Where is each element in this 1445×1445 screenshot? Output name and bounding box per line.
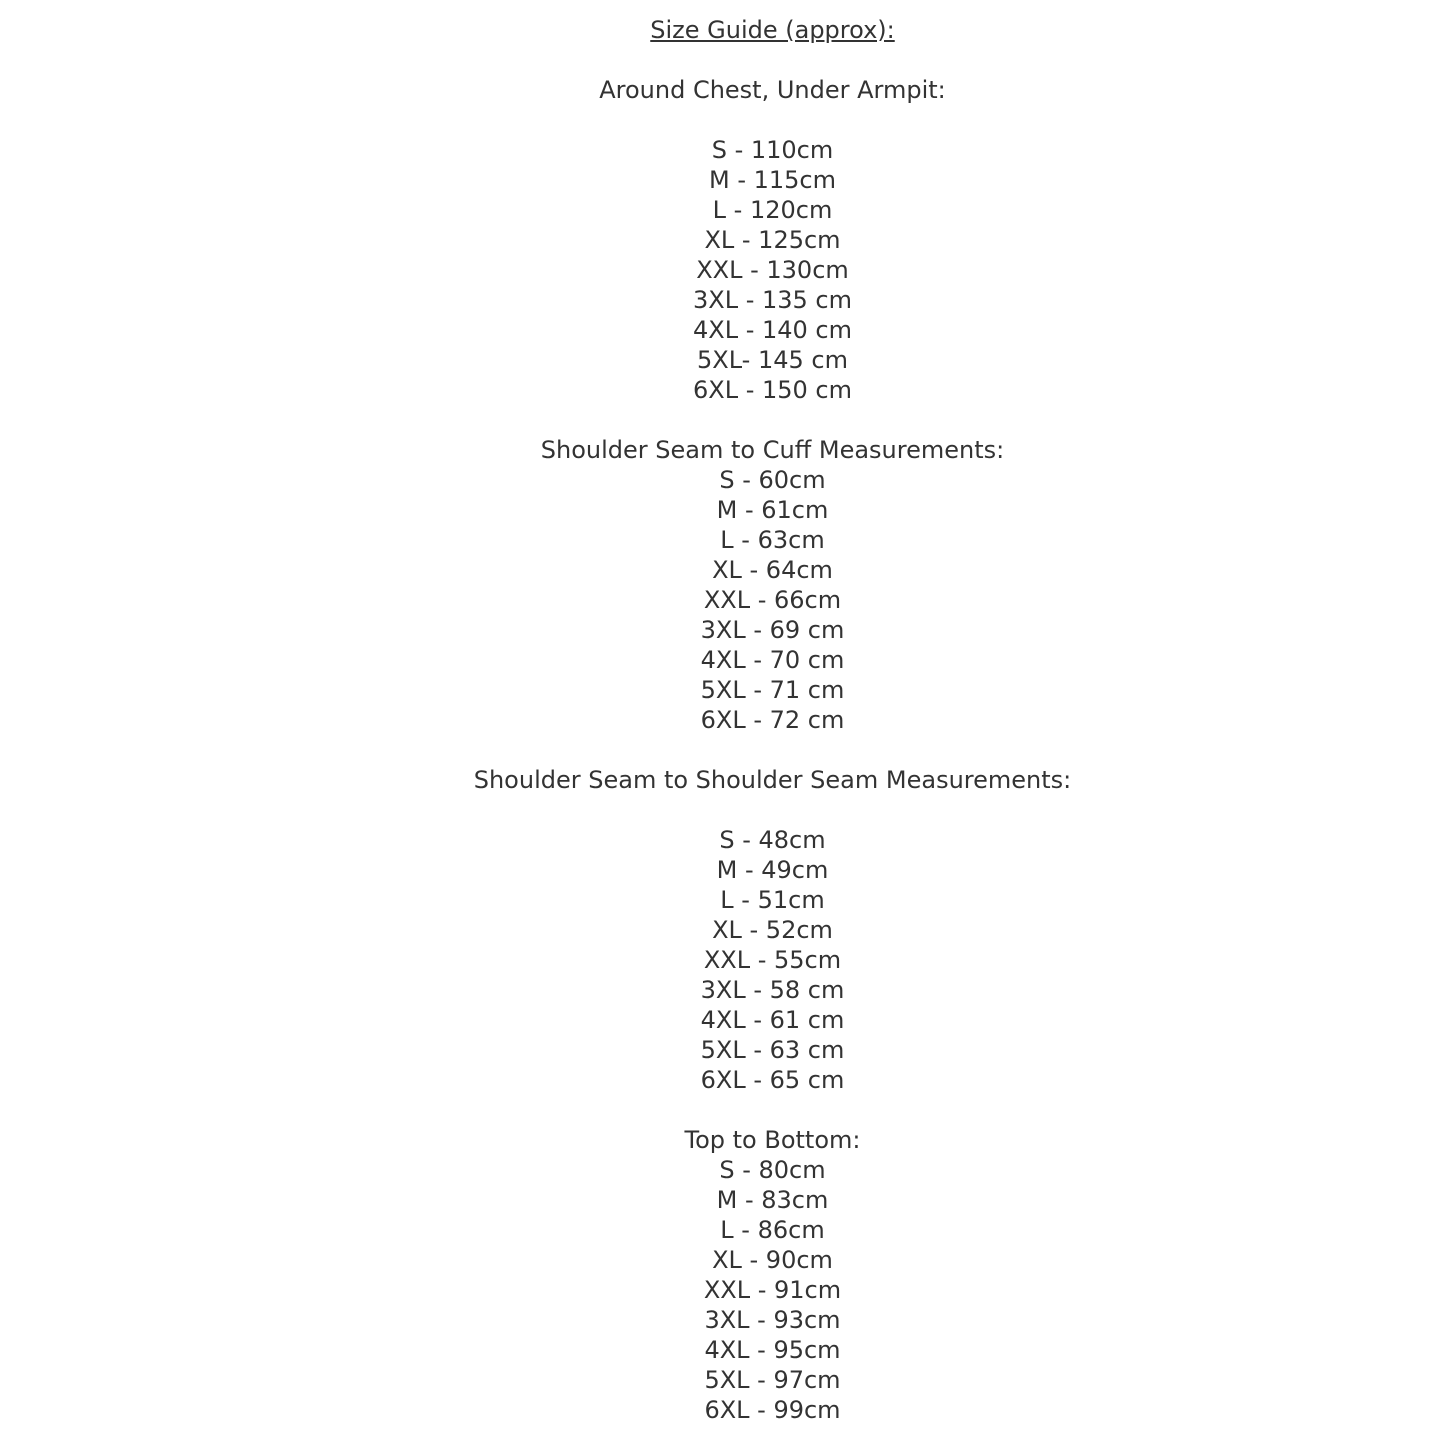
size-row: S - 80cm — [719, 1156, 826, 1184]
page-title: Size Guide (approx): — [650, 16, 895, 44]
size-row: 6XL - 65 cm — [700, 1066, 845, 1094]
size-row: L - 86cm — [720, 1216, 825, 1244]
size-row: XXL - 91cm — [703, 1276, 842, 1304]
size-row: L - 51cm — [720, 886, 825, 914]
section-around-chest — [100, 75, 1445, 405]
size-row: 6XL - 150 cm — [692, 376, 852, 404]
size-row: 4XL - 61 cm — [700, 1006, 845, 1034]
section-heading-around-chest: Around Chest, Under Armpit: — [599, 76, 946, 104]
size-row: S - 60cm — [719, 466, 826, 494]
size-row: L - 120cm — [712, 196, 833, 224]
size-row: 3XL - 58 cm — [700, 976, 845, 1004]
size-row: XL - 64cm — [712, 556, 833, 584]
size-row: 6XL - 99cm — [704, 1396, 841, 1424]
section-heading-top-to-bottom: Top to Bottom: — [684, 1126, 861, 1154]
blank-line — [100, 795, 1445, 825]
size-row: 4XL - 95cm — [704, 1336, 841, 1364]
size-row: 6XL - 72 cm — [700, 706, 845, 734]
size-row: M - 115cm — [708, 166, 836, 194]
size-row: XXL - 130cm — [696, 256, 849, 284]
size-row: XXL - 55cm — [703, 946, 842, 974]
size-row: 5XL - 97cm — [704, 1366, 841, 1394]
size-row: 5XL - 71 cm — [700, 676, 845, 704]
size-row: XL - 125cm — [704, 226, 841, 254]
size-row: M - 83cm — [716, 1186, 829, 1214]
section-shoulder-to-shoulder — [100, 765, 1445, 1095]
size-row: M - 61cm — [716, 496, 829, 524]
size-row: S - 110cm — [711, 136, 834, 164]
section-heading-shoulder-to-shoulder: Shoulder Seam to Shoulder Seam Measurements: — [473, 766, 1072, 794]
size-row: 3XL - 93cm — [704, 1306, 841, 1334]
size-row: XXL - 66cm — [703, 586, 842, 614]
size-row: 4XL - 70 cm — [700, 646, 845, 674]
size-row: XL - 52cm — [712, 916, 833, 944]
size-row: 3XL - 135 cm — [692, 286, 852, 314]
size-row: S - 48cm — [719, 826, 826, 854]
size-row: 5XL- 145 cm — [697, 346, 848, 374]
section-heading-shoulder-to-cuff: Shoulder Seam to Cuff Measurements: — [540, 436, 1005, 464]
section-shoulder-to-cuff — [100, 435, 1445, 735]
size-row: M - 49cm — [716, 856, 829, 884]
size-row: 4XL - 140 cm — [692, 316, 852, 344]
section-top-to-bottom — [100, 1125, 1445, 1425]
size-row: 3XL - 69 cm — [700, 616, 845, 644]
size-row: 5XL - 63 cm — [700, 1036, 845, 1064]
size-row: XL - 90cm — [712, 1246, 833, 1274]
blank-line — [100, 105, 1445, 135]
size-row: L - 63cm — [720, 526, 825, 554]
